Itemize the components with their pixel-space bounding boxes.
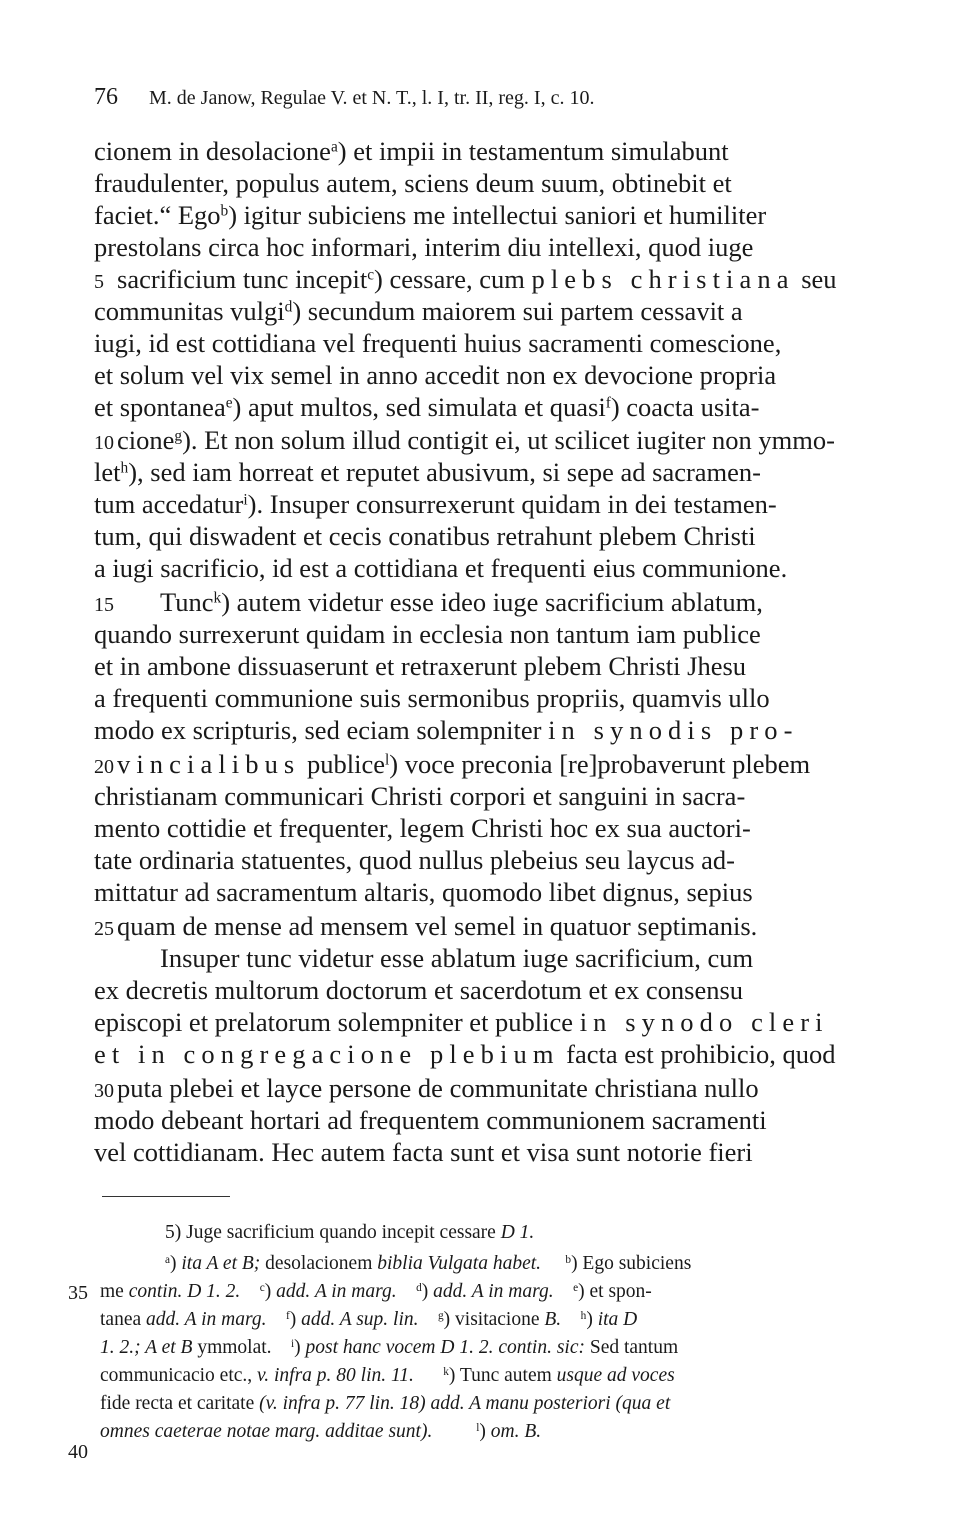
text-line: mento cottidie et frequenter, legem Christi hoc ex sua auctori- (94, 813, 751, 843)
line-number: 15 (94, 594, 114, 616)
text-line: tate ordinaria statuentes, quod nullus plebeius seu laycus ad- (94, 845, 735, 875)
text-line: ex decretis multorum doctorum et sacerdotum et ex consensu (94, 975, 744, 1005)
footnote-rule (102, 1196, 230, 1197)
line-number: 35 (68, 1282, 88, 1304)
text-line: et spontanea$^e$) aput multos, sed simulata et quasi$^f$) coacta usita- (94, 392, 760, 422)
footnote-line: omnes caeterae notae marg. additae sunt). $^l$) om. B. (100, 1421, 542, 1442)
text-line: et in congregacione plebium facta est prohibicio, quod (94, 1039, 836, 1069)
text-line: cione$^g$). Et non solum illud contigit ei, ut scilicet iugiter non ymmo- (117, 425, 835, 455)
footnote-line: tanea add. A in marg. $^f$) add. A sup. lin. $^g$) visitacione B. $^h$) ita D (100, 1309, 638, 1330)
text-line: tum, qui diswadent et cecis conatibus retrahunt plebem Christi (94, 521, 756, 551)
text-line: christianam communicari Christi corpori et sanguini in sacra- (94, 781, 746, 811)
text-line: tum accedatur$^i$). Insuper consurrexerunt quidam in dei testamen- (94, 489, 777, 519)
footnote-line: 1. 2.; A et B ymmolat. $^i$) post hanc vocem D 1. 2. contin. sic: Sed tantum (100, 1337, 679, 1358)
text-line: et solum vel vix semel in anno accedit non ex devocione propria (94, 360, 777, 390)
text-line: a frequenti communione suis sermonibus propriis, quamvis ullo (94, 683, 770, 713)
footnote-line: communicacio etc., v. infra p. 80 lin. 11. $^k$) Tunc autem usque ad voces (100, 1365, 675, 1386)
text-line: modo ex scripturis, sed eciam solempniter in synodis pro- (94, 715, 799, 745)
text-line: mittatur ad sacramentum altaris, quomodo libet dignus, sepius (94, 877, 753, 907)
line-number: 30 (94, 1080, 114, 1102)
line-number: 20 (94, 756, 114, 778)
text-line: communitas vulgi$^d$) secundum maiorem sui partem cessavit a (94, 296, 743, 326)
line-number: 10 (94, 432, 114, 454)
footnote-line: fide recta et caritate (v. infra p. 77 lin. 18) add. A manu posteriori (qua et (100, 1393, 671, 1414)
text-line: let$^h$), sed iam horreat et reputet abusivum, si sepe ad sacramen- (94, 457, 762, 487)
text-line: prestolans circa hoc informari, interim diu intellexi, quod iuge (94, 232, 754, 262)
text-line: cionem in desolacione$^a$) et impii in testamentum simulabunt (94, 136, 729, 166)
footnote-line: $^a$) ita A et B; desolacionem biblia Vulgata habet. $^b$) Ego subiciens (165, 1253, 692, 1274)
footnote-line: 5) Juge sacrificium quando incepit cessare D 1. (165, 1222, 535, 1243)
text-line: Tunc$^k$) autem videtur esse ideo iuge sacrificium ablatum, (160, 587, 763, 617)
text-line: fraudulenter, populus autem, sciens deum suum, obtinebit et (94, 168, 732, 198)
line-number: 25 (94, 918, 114, 940)
text-line: sacrificium tunc incepit$^c$) cessare, cum plebs christiana seu (117, 264, 837, 294)
running-header (94, 84, 594, 111)
text-line: iugi, id est cottidiana vel frequenti huius sacramenti comescione, (94, 328, 782, 358)
text-line: episcopi et prelatorum solempniter et publice in synodo cleri (94, 1007, 829, 1037)
text-line: a iugi sacrificio, id est a cottidiana et frequenti eius communione. (94, 553, 788, 583)
page-number: 76 (94, 84, 118, 110)
text-line: vel cottidianam. Hec autem facta sunt et visa sunt notorie fieri (94, 1137, 753, 1167)
footnote-line: me contin. D 1. 2. $^c$) add. A in marg. $^d$) add. A in marg. $^e$) et spon- (100, 1281, 652, 1302)
text-line: Insuper tunc videtur esse ablatum iuge sacrificium, cum (160, 943, 754, 973)
text-line: et in ambone dissuaserunt et retraxerunt plebem Christi Jhesu (94, 651, 747, 681)
text-line: modo debeant hortari ad frequentem communionem sacramenti (94, 1105, 767, 1135)
text-line: faciet.“ Ego$^b$) igitur subiciens me intellectui saniori et humiliter (94, 200, 767, 230)
text-line: quando surrexerunt quidam in ecclesia non tantum iam publice (94, 619, 761, 649)
text-line: vincialibus publice$^l$) voce preconia [re]probaverunt plebem (117, 749, 811, 779)
line-number: 40 (68, 1441, 88, 1463)
running-title: M. de Janow, Regulae V. et N. T., l. I, tr. II, reg. I, c. 10. (149, 87, 595, 109)
line-number: 5 (94, 271, 104, 293)
text-line: puta plebei et layce persone de communitate christiana nullo (117, 1073, 759, 1103)
text-line: quam de mense ad mensem vel semel in quatuor septimanis. (117, 911, 758, 941)
